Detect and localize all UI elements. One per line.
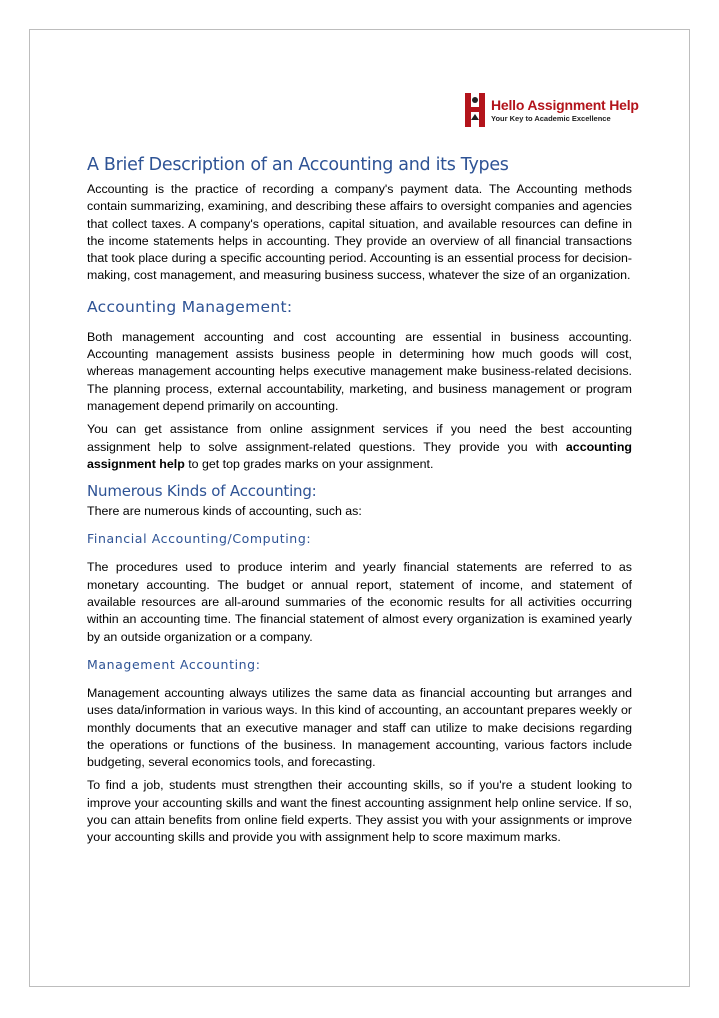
paragraph: To find a job, students must strengthen their accounting skills, so if you're a student looking to improve your accounting skills and want the finest accounting assignment help online service. If so, you can attain benefits from online field experts. They assist you with your assignments or improve your accounting skills and provide you with assignment help to score maximum marks. xyxy=(87,778,632,845)
paragraph: Both management accounting and cost accounting are essential in business accounting. Accounting management assists business people in determining how much goods will cost, whereas management accounting helps executive management make business-related decisions. The planning process, external accountability, marketing, and business management or program management depend primarily on accounting. xyxy=(87,329,632,413)
paragraph xyxy=(87,421,632,473)
logo-tagline: Your Key to Academic Excellence xyxy=(491,113,611,123)
paragraph: The procedures used to produce interim and yearly financial statements are referred to as monetary accounting. The budget or annual report, statement of income, and statement of available resources are all-around summaries of the economic results for all activities occurring within an accounting time. The financial statement of almost every organization is examined yearly by an outside organization or a company. xyxy=(87,560,632,644)
text-span: to get top grades marks on your assignment. xyxy=(184,456,434,471)
section-heading-kinds-of-accounting: Numerous Kinds of Accounting: xyxy=(87,482,317,501)
logo-name: Hello Assignment Help xyxy=(491,96,639,113)
brand-logo xyxy=(463,90,653,130)
document-body xyxy=(87,153,632,853)
paragraph: Management accounting always utilizes the same data as financial accounting but arranges and uses data/information in various ways. In this kind of accounting, an accountant prepares weekly or monthly documents that an executive manager and staff can utilize to make decisions regarding the operations or functions of the business. In management accounting, various factors include budgeting, several economics tools, and forecasting. xyxy=(87,685,632,770)
intro-paragraph: Accounting is the practice of recording a company's payment data. The Accounting methods contain summarizing, examining, and describing these affairs to oversight companies and agencies that collect taxes. A company's operations, capital situation, and available resources can define in the income statements helps in accounting. They provide an overview of all financial transactions that took place during a specific accounting period. Accounting is an essential process for decision-making, cost management, and measuring business success, whatever the size of an organization. xyxy=(87,182,632,283)
logo-h-icon xyxy=(463,90,489,130)
section-heading-accounting-management: Accounting Management: xyxy=(87,297,293,316)
paragraph: There are numerous kinds of accounting, such as: xyxy=(87,504,362,519)
page-title: A Brief Description of an Accounting and its Types xyxy=(87,155,509,175)
bold-keyword: accounting assignment help xyxy=(87,439,632,471)
subsection-heading-financial-accounting: Financial Accounting/Computing: xyxy=(87,531,312,547)
subsection-heading-management-accounting: Management Accounting: xyxy=(87,656,261,672)
text-span: You can get assistance from online assignment services if you need the best accounting assignment help to solve assignment-related questions. They provide you with xyxy=(87,422,632,454)
